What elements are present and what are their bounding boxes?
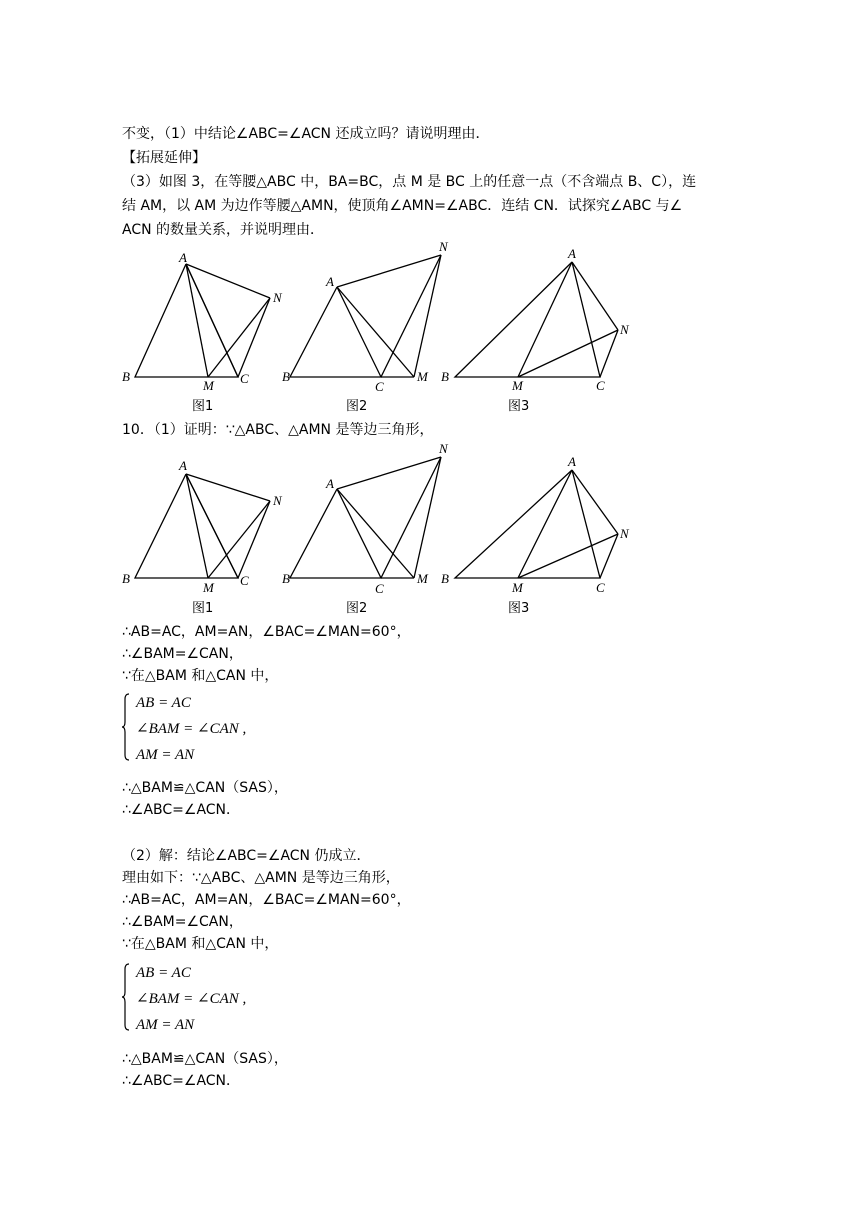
figure-caption: 图1 xyxy=(192,399,214,414)
vertex-label: C xyxy=(375,581,384,596)
equation-line: AB = AC xyxy=(136,695,191,711)
vertex-label: M xyxy=(512,580,523,595)
vertex-label: N xyxy=(273,493,282,508)
proof-line: ∵在△BAM 和△CAN 中， xyxy=(122,668,279,684)
vertex-label: C xyxy=(240,573,249,588)
equation-line: AB = AC xyxy=(136,965,191,981)
figure-caption: 图3 xyxy=(508,601,530,616)
proof-line: ∴AB=AC，AM=AN，∠BAC=∠MAN=60°， xyxy=(122,624,411,640)
vertex-label: N xyxy=(620,526,629,541)
equation-system xyxy=(122,693,322,765)
proof-line: ∴△BAM≌△CAN（SAS）， xyxy=(122,1051,288,1067)
figure-caption: 图3 xyxy=(508,399,530,414)
vertex-label: C xyxy=(375,379,384,394)
vertex-label: M xyxy=(203,580,214,595)
problem-text-line: ACN 的数量关系，并说明理由． xyxy=(122,222,325,238)
vertex-label: M xyxy=(417,571,428,586)
proof-line: ∴∠BAM=∠CAN， xyxy=(122,646,243,662)
left-brace-icon xyxy=(122,963,130,1031)
proof-line: ∴∠BAM=∠CAN， xyxy=(122,914,243,930)
vertex-label: A xyxy=(179,250,187,265)
vertex-label: M xyxy=(203,378,214,393)
vertex-label: N xyxy=(439,441,448,456)
vertex-label: B xyxy=(122,369,130,384)
vertex-label: N xyxy=(273,290,282,305)
vertex-label: B xyxy=(282,571,290,586)
figure-caption: 图2 xyxy=(346,601,368,616)
equation-line: ∠BAM = ∠CAN , xyxy=(136,721,247,737)
vertex-label: N xyxy=(620,322,629,337)
section-heading-extension: 【拓展延伸】 xyxy=(122,150,206,166)
equation-line: ∠BAM = ∠CAN , xyxy=(136,991,247,1007)
vertex-label: B xyxy=(282,369,290,384)
left-brace-icon xyxy=(122,693,130,761)
figure-caption: 图2 xyxy=(346,399,368,414)
vertex-label: M xyxy=(512,378,523,393)
vertex-label: N xyxy=(439,239,448,254)
equation-line: AM = AN xyxy=(136,747,195,763)
proof-line: ∴∠ABC=∠ACN． xyxy=(122,802,241,818)
figure-caption: 图1 xyxy=(192,601,214,616)
problem-text-line: （3）如图 3，在等腰△ABC 中，BA=BC，点 M 是 BC 上的任意一点（不含端点 B、C），连 xyxy=(122,174,697,190)
vertex-label: B xyxy=(441,571,449,586)
proof-line: （2）解：结论∠ABC=∠ACN 仍成立． xyxy=(122,848,371,864)
vertex-label: A xyxy=(179,458,187,473)
vertex-label: A xyxy=(326,476,334,491)
vertex-label: M xyxy=(417,369,428,384)
vertex-label: A xyxy=(568,454,576,469)
vertex-label: A xyxy=(326,274,334,289)
geometry-figures-top xyxy=(110,240,650,415)
proof-line: ∴△BAM≌△CAN（SAS）， xyxy=(122,780,288,796)
proof-line: ∴∠ABC=∠ACN． xyxy=(122,1073,241,1089)
solution-heading: 10．（1）证明：∵△ABC、△AMN 是等边三角形， xyxy=(122,422,434,438)
proof-line: 理由如下：∵△ABC、△AMN 是等边三角形， xyxy=(122,870,400,886)
vertex-label: C xyxy=(596,378,605,393)
vertex-label: A xyxy=(568,246,576,261)
vertex-label: C xyxy=(596,580,605,595)
proof-line: ∵在△BAM 和△CAN 中， xyxy=(122,936,279,952)
geometry-figures-solution xyxy=(110,440,650,618)
vertex-label: C xyxy=(240,371,249,386)
vertex-label: B xyxy=(122,571,130,586)
proof-line: ∴AB=AC，AM=AN，∠BAC=∠MAN=60°， xyxy=(122,892,411,908)
problem-text-line: 结 AM，以 AM 为边作等腰△AMN，使顶角∠AMN=∠ABC．连结 CN．试探究∠ABC 与∠ xyxy=(122,198,683,214)
problem-text-line: 不变，（1）中结论∠ABC=∠ACN 还成立吗？请说明理由． xyxy=(122,126,490,142)
vertex-label: B xyxy=(441,369,449,384)
equation-system xyxy=(122,963,322,1035)
equation-line: AM = AN xyxy=(136,1017,195,1033)
